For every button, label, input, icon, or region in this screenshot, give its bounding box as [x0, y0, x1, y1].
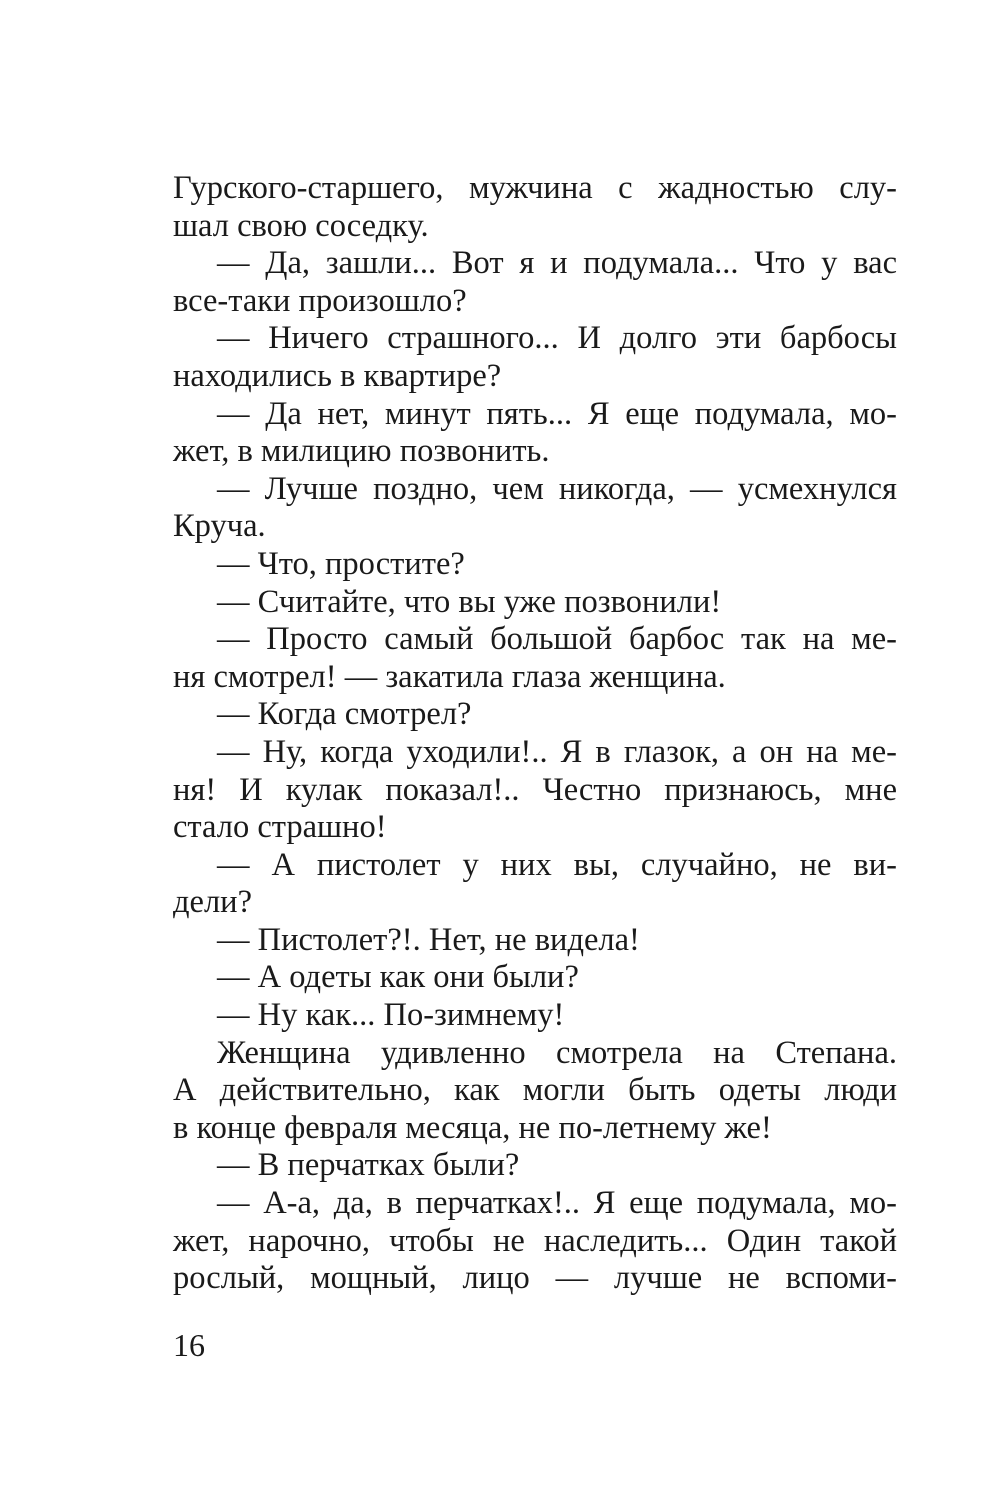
text-line: дели?	[173, 884, 252, 921]
text-line: — А пистолет у них вы, случайно, не ви-	[217, 846, 897, 883]
text-line: — Да нет, минут пять... Я еще подумала, мо-	[217, 395, 897, 432]
text-line: — Просто самый большой барбос так на ме-	[217, 621, 897, 658]
text-line: — Ну как... По-зимнему!	[217, 997, 565, 1034]
text-line: — А одеты как они были?	[217, 959, 579, 996]
page-number: 16	[173, 1327, 205, 1363]
text-line: — Лучше поздно, чем никогда, — усмехнулся	[217, 470, 897, 507]
text-line: все-таки произошло?	[173, 282, 467, 319]
text-line: Гурского-старшего, мужчина с жадностью слу-	[173, 170, 897, 206]
text-line: — В перчатках были?	[217, 1147, 520, 1184]
text-line: — Когда смотрел?	[217, 696, 472, 733]
text-line: находились в квартире?	[173, 357, 502, 394]
text-line: — Пистолет?!. Нет, не видела!	[217, 921, 640, 958]
text-line: рослый, мощный, лицо — лучше не вспоми-	[173, 1260, 897, 1297]
text-line: Женщина удивленно смотрела на Степана.	[217, 1034, 897, 1071]
text-line: Круча.	[173, 508, 266, 545]
body-text	[173, 170, 897, 1298]
text-line: в конце февраля месяца, не по-летнему же!	[173, 1109, 772, 1146]
text-line: А действительно, как могли быть одеты люди	[173, 1072, 897, 1109]
text-line: — Что, простите?	[217, 545, 465, 582]
text-line: — Ничего страшного... И долго эти барбосы	[217, 320, 897, 357]
text-line: ня! И кулак показал!.. Честно признаюсь, мне	[173, 771, 897, 808]
text-line: — А-а, да, в перчатках!.. Я еще подумала, мо-	[217, 1185, 897, 1222]
text-line: — Да, зашли... Вот я и подумала... Что у вас	[217, 245, 897, 282]
text-line: стало страшно!	[173, 809, 387, 846]
text-line: шал свою соседку.	[173, 207, 429, 244]
text-line: — Считайте, что вы уже позвонили!	[217, 583, 722, 620]
text-line: жет, нарочно, чтобы не наследить... Один такой	[173, 1222, 897, 1259]
text-line: — Ну, когда уходили!.. Я в глазок, а он на ме-	[217, 733, 897, 770]
text-line: ня смотрел! — закатила глаза женщина.	[173, 658, 726, 695]
text-line: жет, в милицию позвонить.	[173, 433, 550, 470]
